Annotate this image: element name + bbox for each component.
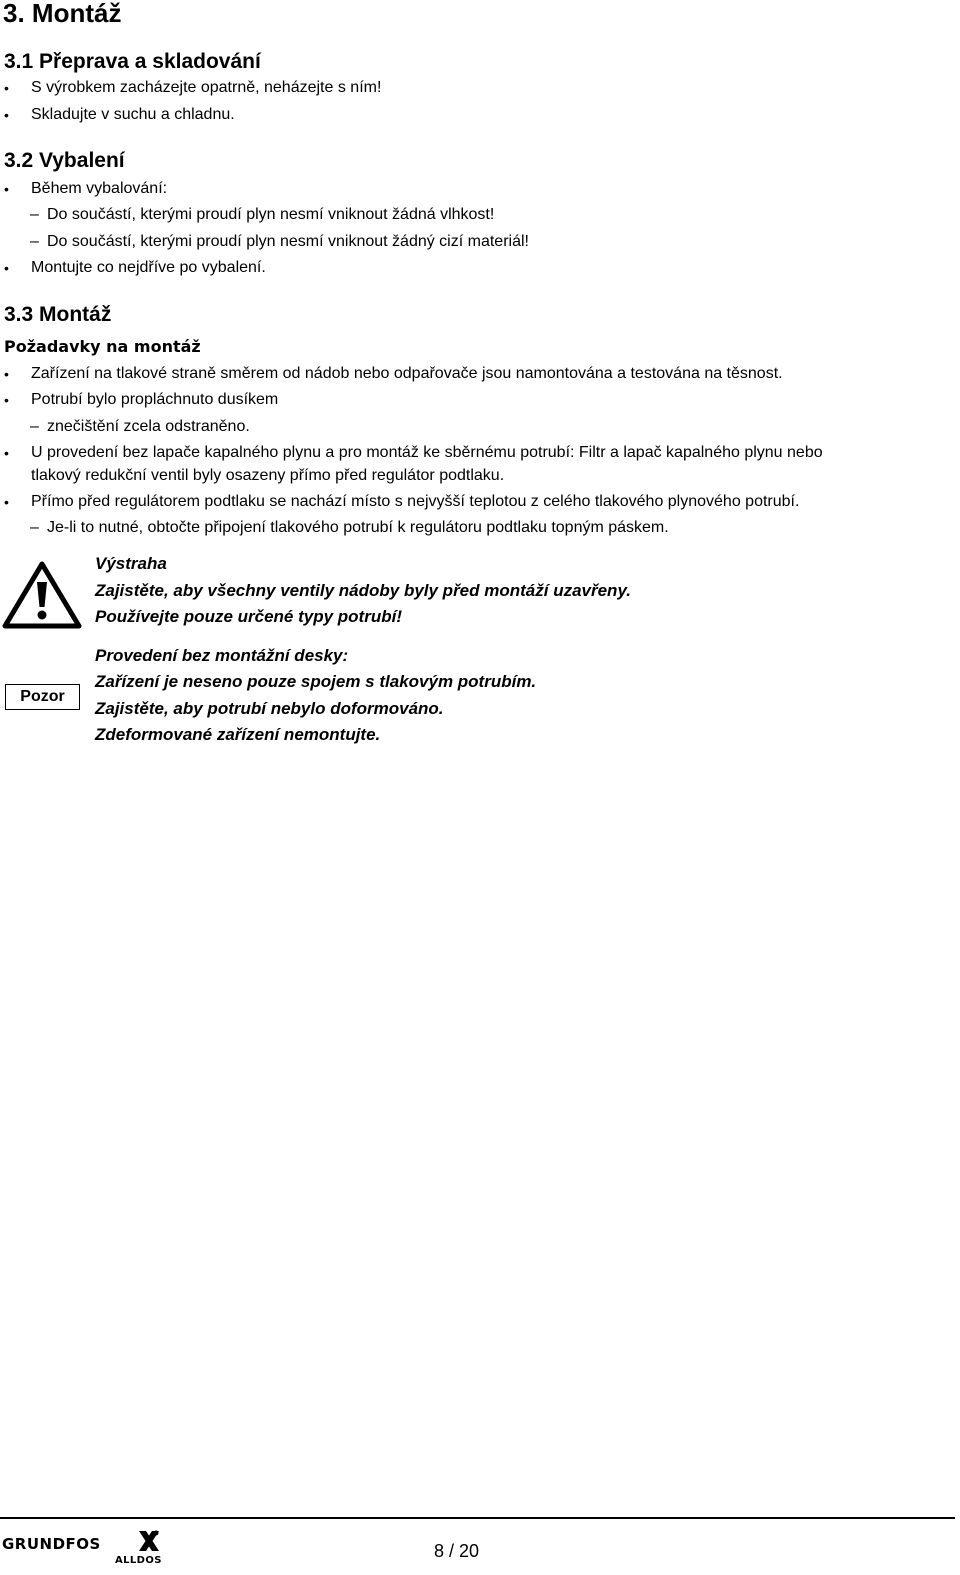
brand-logo-subtext: ALLDOS	[115, 1555, 162, 1566]
list-item: Během vybalování:	[31, 180, 168, 197]
dash-icon: –	[30, 519, 39, 536]
warning-triangle-icon	[2, 560, 82, 630]
bullet-icon: •	[4, 80, 9, 96]
list-item: Skladujte v suchu a chladnu.	[31, 106, 235, 123]
heading-transport-storage: 3.1 Přeprava a skladování	[4, 50, 261, 73]
dash-icon: –	[30, 206, 39, 223]
bullet-icon: •	[4, 260, 9, 276]
caution-text: Zařízení je neseno pouze spojem s tlakovým potrubím.	[95, 672, 537, 691]
dash-icon: –	[30, 418, 39, 435]
sub-list-item: znečištění zcela odstraněno.	[47, 418, 250, 435]
list-item: S výrobkem zacházejte opatrně, neházejte s ním!	[31, 79, 382, 96]
warning-title: Výstraha	[95, 554, 167, 573]
bullet-icon: •	[4, 181, 9, 197]
dash-icon: –	[30, 233, 39, 250]
list-item: Zařízení na tlakové straně směrem od nádob nebo odpařovače jsou namontována a testována na těsnost.	[31, 365, 783, 382]
warning-text: Používejte pouze určené typy potrubí!	[95, 607, 402, 626]
caution-text: Zajistěte, aby potrubí nebylo doformováno.	[95, 699, 444, 718]
sub-list-item: Je-li to nutné, obtočte připojení tlakového potrubí k regulátoru podtlaku topným páskem.	[47, 519, 669, 536]
brand-logo-text: GRUNDFOS	[2, 1535, 101, 1553]
bullet-icon: •	[4, 366, 9, 382]
caution-label: Pozor	[5, 684, 80, 710]
bullet-icon: •	[4, 107, 9, 123]
grundfos-x-logo-icon	[136, 1528, 162, 1554]
footer-divider	[0, 1517, 955, 1519]
heading-unpacking: 3.2 Vybalení	[4, 149, 125, 172]
list-item: Montujte co nejdříve po vybalení.	[31, 259, 266, 276]
list-item: Potrubí bylo propláchnuto dusíkem	[31, 391, 279, 408]
sub-list-item: Do součástí, kterými proudí plyn nesmí vniknout žádná vlhkost!	[47, 206, 495, 223]
page-number: 8 / 20	[434, 1541, 480, 1561]
heading-assembly: 3.3 Montáž	[4, 303, 112, 326]
list-item: Přímo před regulátorem podtlaku se nachází místo s nejvyšší teplotou z celého tlakového plynového potrubí.	[31, 493, 800, 510]
list-item-continuation: tlakový redukční ventil byly osazeny přímo před regulátor podtlaku.	[31, 467, 505, 484]
bullet-icon: •	[4, 494, 9, 510]
subheading-requirements: Požadavky na montáž	[4, 337, 201, 356]
sub-list-item: Do součástí, kterými proudí plyn nesmí vniknout žádný cizí materiál!	[47, 233, 529, 250]
list-item: U provedení bez lapače kapalného plynu a pro montáž ke sběrnému potrubí: Filtr a lapač kapalného plynu nebo	[31, 444, 823, 461]
page-title: 3. Montáž	[3, 0, 122, 28]
bullet-icon: •	[4, 445, 9, 461]
caution-text: Zdeformované zařízení nemontujte.	[95, 725, 381, 744]
bullet-icon: •	[4, 392, 9, 408]
caution-text: Provedení bez montážní desky:	[95, 646, 349, 665]
warning-text: Zajistěte, aby všechny ventily nádoby byly před montáží uzavřeny.	[95, 581, 631, 600]
